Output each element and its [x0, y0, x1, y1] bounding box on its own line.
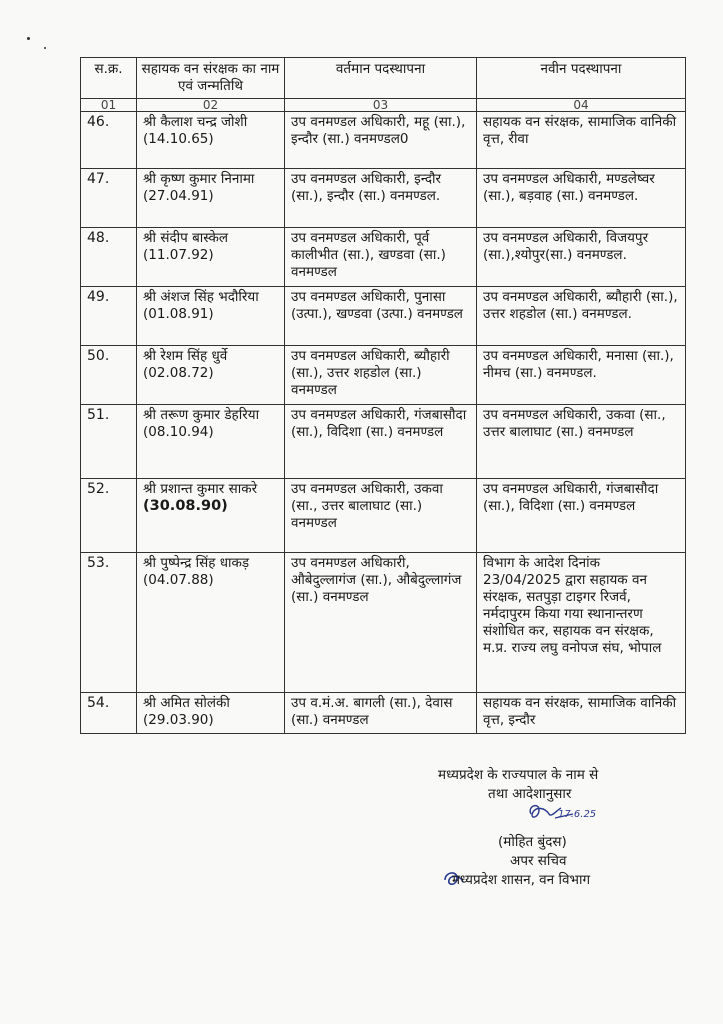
authority-line: मध्यप्रदेश के राज्यपाल के नाम से: [438, 767, 599, 783]
current-posting: उप वनमण्डल अधिकारी, उकवा (सा., उत्तर बालाघाट (सा.) वनमण्डल: [285, 479, 477, 553]
current-posting: उप वनमण्डल अधिकारी, इन्दौर (सा.), इन्दौर (सा.) वनमण्डल.: [285, 169, 477, 228]
current-posting: उप वनमण्डल अधिकारी, पुनासा (उत्पा.), खण्डवा (उत्पा.) वनमण्डल: [285, 287, 477, 346]
officer-cell: [137, 228, 285, 287]
serial-number: 54.: [81, 693, 137, 734]
new-posting: विभाग के आदेश दिनांक 23/04/2025 द्वारा सहायक वन संरक्षक, सतपुड़ा टाइगर रिजर्व, नर्मदापुरम किया गया स्थानान्तरण संशोधित कर, सहायक वन संरक्षक, म.प्र. राज्य लघु वनोपज संघ, भोपाल: [477, 553, 686, 693]
signatory-designation: अपर सचिव: [510, 853, 567, 869]
header-current-posting: वर्तमान पदस्थापना: [285, 58, 477, 99]
officer-name: श्री रेशम सिंह धुर्वे: [143, 348, 228, 364]
authority-line-2: तथा आदेशानुसार: [488, 786, 572, 802]
current-posting: उप वनमण्डल अधिकारी, महू (सा.), इन्दौर (सा.) वनमण्डल0: [285, 112, 477, 169]
current-posting: उप वनमण्डल अधिकारी, औबेदुल्लागंज (सा.), औबेदुल्लागंज (सा.) वनमण्डल: [285, 553, 477, 693]
table-row: [81, 287, 686, 346]
new-posting: उप वनमण्डल अधिकारी, गंजबासौदा (सा.), विदिशा (सा.) वनमण्डल: [477, 479, 686, 553]
date-of-birth: (30.08.90): [143, 498, 228, 514]
scan-speck: [27, 37, 30, 40]
new-posting: उप वनमण्डल अधिकारी, मण्डलेष्वर (सा.), बड़वाह (सा.) वनमण्डल.: [477, 169, 686, 228]
serial-number: 46.: [81, 112, 137, 169]
header-serial: स.क्र.: [81, 58, 137, 99]
column-number-row: [81, 99, 686, 112]
officer-cell: [137, 479, 285, 553]
officer-name: श्री प्रशान्त कुमार साकरे: [143, 481, 258, 497]
current-posting: उप व.मं.अ. बागली (सा.), देवास (सा.) वनमण्डल: [285, 693, 477, 734]
column-number: 04: [477, 99, 686, 112]
signature-date: 17.6.25: [558, 809, 597, 820]
serial-number: 49.: [81, 287, 137, 346]
column-number: 01: [81, 99, 137, 112]
table-row: [81, 169, 686, 228]
officer-cell: [137, 346, 285, 405]
officer-cell: [137, 405, 285, 479]
date-of-birth: (14.10.65): [143, 131, 214, 147]
serial-number: 51.: [81, 405, 137, 479]
date-of-birth: (29.03.90): [143, 712, 214, 728]
header-new-posting: नवीन पदस्थापना: [477, 58, 686, 99]
new-posting: सहायक वन संरक्षक, सामाजिक वानिकी वृत्त, रीवा: [477, 112, 686, 169]
officer-cell: [137, 287, 285, 346]
table-row: [81, 479, 686, 553]
date-of-birth: (27.04.91): [143, 188, 214, 204]
new-posting: उप वनमण्डल अधिकारी, मनासा (सा.), नीमच (सा.) वनमण्डल.: [477, 346, 686, 405]
date-of-birth: (08.10.94): [143, 424, 214, 440]
new-posting: उप वनमण्डल अधिकारी, विजयपुर (सा.),श्योपुर(सा.) वनमण्डल.: [477, 228, 686, 287]
officer-name: श्री कृष्ण कुमार निनामा: [143, 171, 255, 187]
signatory-name: (मोहित बुंदस): [498, 834, 567, 850]
current-posting: उप वनमण्डल अधिकारी, पूर्व कालीभीत (सा.), खण्डवा (सा.) वनमण्डल: [285, 228, 477, 287]
table-row: [81, 346, 686, 405]
column-number: 03: [285, 99, 477, 112]
table-row: [81, 553, 686, 693]
transfer-table: [80, 57, 686, 734]
date-of-birth: (04.07.88): [143, 572, 214, 588]
table-header-row: [81, 58, 686, 99]
officer-name: श्री कैलाश चन्द्र जोशी: [143, 114, 248, 130]
table-row: [81, 228, 686, 287]
new-posting: उप वनमण्डल अधिकारी, ब्यौहारी (सा.), उत्तर शहडोल (सा.) वनमण्डल.: [477, 287, 686, 346]
date-of-birth: (11.07.92): [143, 247, 214, 263]
new-posting: सहायक वन संरक्षक, सामाजिक वानिकी वृत्त, इन्दौर: [477, 693, 686, 734]
date-of-birth: (02.08.72): [143, 365, 214, 381]
officer-cell: [137, 553, 285, 693]
signatory-department: मध्यप्रदेश शासन, वन विभाग: [452, 872, 591, 888]
officer-name: श्री पुष्पेन्द्र सिंह धाकड़: [143, 555, 250, 571]
header-name-dob: सहायक वन संरक्षक का नाम एवं जन्मतिथि: [137, 58, 285, 99]
table-row: [81, 112, 686, 169]
new-posting: उप वनमण्डल अधिकारी, उकवा (सा., उत्तर बालाघाट (सा.) वनमण्डल: [477, 405, 686, 479]
serial-number: 52.: [81, 479, 137, 553]
officer-cell: [137, 693, 285, 734]
serial-number: 53.: [81, 553, 137, 693]
officer-cell: [137, 169, 285, 228]
table-row: [81, 693, 686, 734]
date-of-birth: (01.08.91): [143, 306, 214, 322]
officer-name: श्री अंशज सिंह भदौरिया: [143, 289, 259, 305]
serial-number: 48.: [81, 228, 137, 287]
officer-name: श्री अमित सोलंकी: [143, 695, 230, 711]
table-row: [81, 405, 686, 479]
officer-name: श्री तरूण कुमार डेहरिया: [143, 407, 260, 423]
current-posting: उप वनमण्डल अधिकारी, गंजबासौदा (सा.), विदिशा (सा.) वनमण्डल: [285, 405, 477, 479]
current-posting: उप वनमण्डल अधिकारी, ब्यौहारी (सा.), उत्तर शहडोल (सा.) वनमण्डल: [285, 346, 477, 405]
officer-cell: [137, 112, 285, 169]
scan-speck: [44, 47, 46, 49]
column-number: 02: [137, 99, 285, 112]
officer-name: श्री संदीप बास्केल: [143, 230, 229, 246]
serial-number: 50.: [81, 346, 137, 405]
serial-number: 47.: [81, 169, 137, 228]
